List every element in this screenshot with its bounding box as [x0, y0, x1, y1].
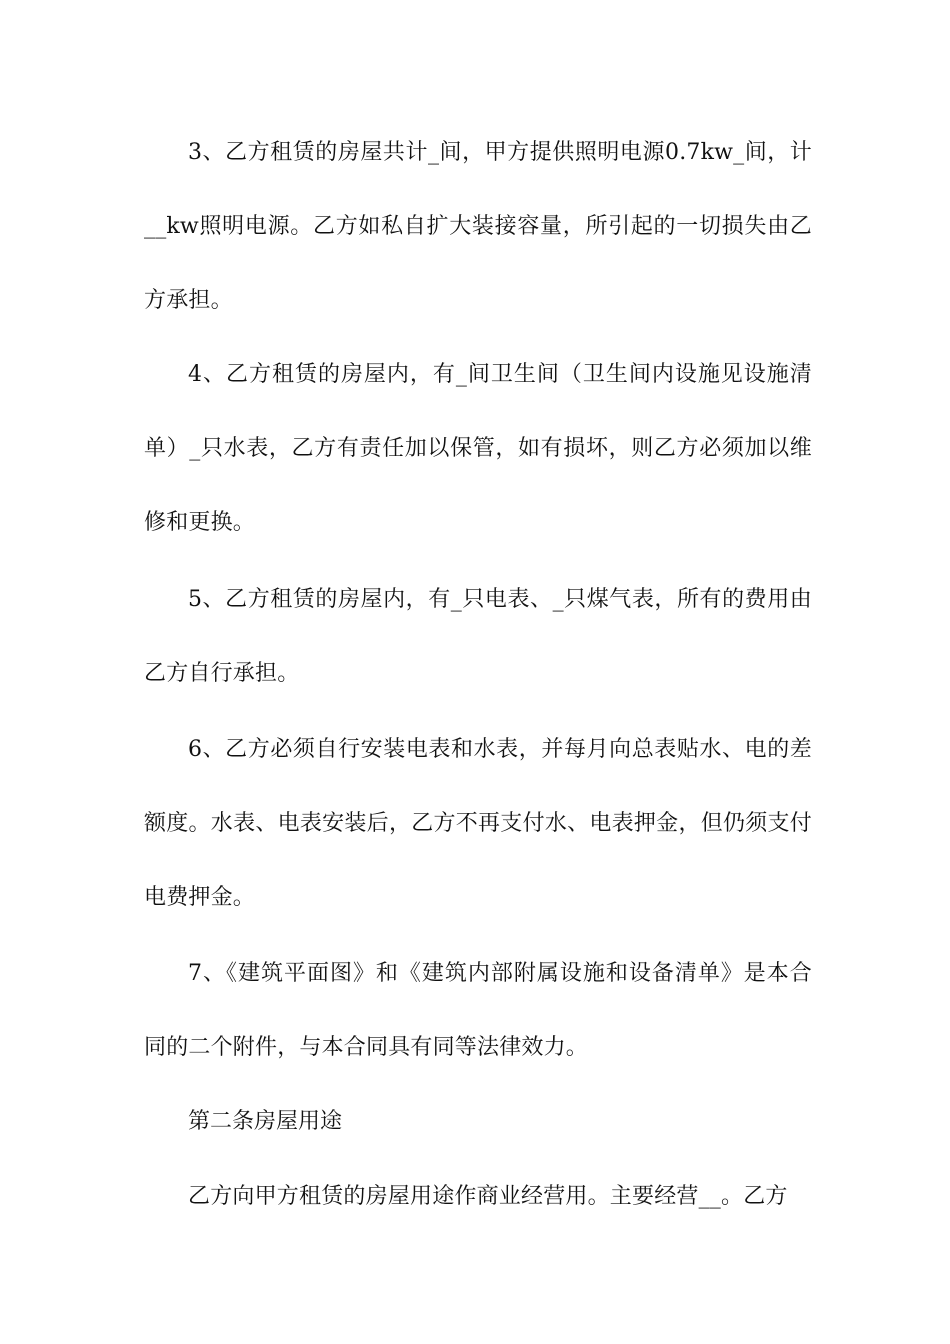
clause-4-paragraph: 4、乙方租赁的房屋内，有_间卫生间（卫生间内设施见设施清单）_只水表，乙方有责任加以保管，如有损坏，则乙方必须加以维修和更换。 — [144, 362, 812, 535]
clause-3-paragraph: 3、乙方租赁的房屋共计_间，甲方提供照明电源0.7kw_间，计__kw照明电源。乙方如私自扩大装接容量，所引起的一切损失由乙方承担。 — [144, 140, 812, 313]
clause-6-paragraph: 6、乙方必须自行安装电表和水表，并每月向总表贴水、电的差额度。水表、电表安装后，乙方不再支付水、电表押金，但仍须支付电费押金。 — [144, 737, 812, 910]
clause-5-paragraph: 5、乙方租赁的房屋内，有_只电表、_只煤气表，所有的费用由乙方自行承担。 — [144, 587, 812, 686]
section-heading: 第二条房屋用途 — [188, 1109, 343, 1134]
usage-paragraph: 乙方向甲方租赁的房屋用途作商业经营用。主要经营__。乙方 — [188, 1184, 788, 1209]
clause-7-paragraph: 7、《建筑平面图》和《建筑内部附属设施和设备清单》是本合同的二个附件，与本合同具有同等法律效力。 — [144, 961, 812, 1060]
